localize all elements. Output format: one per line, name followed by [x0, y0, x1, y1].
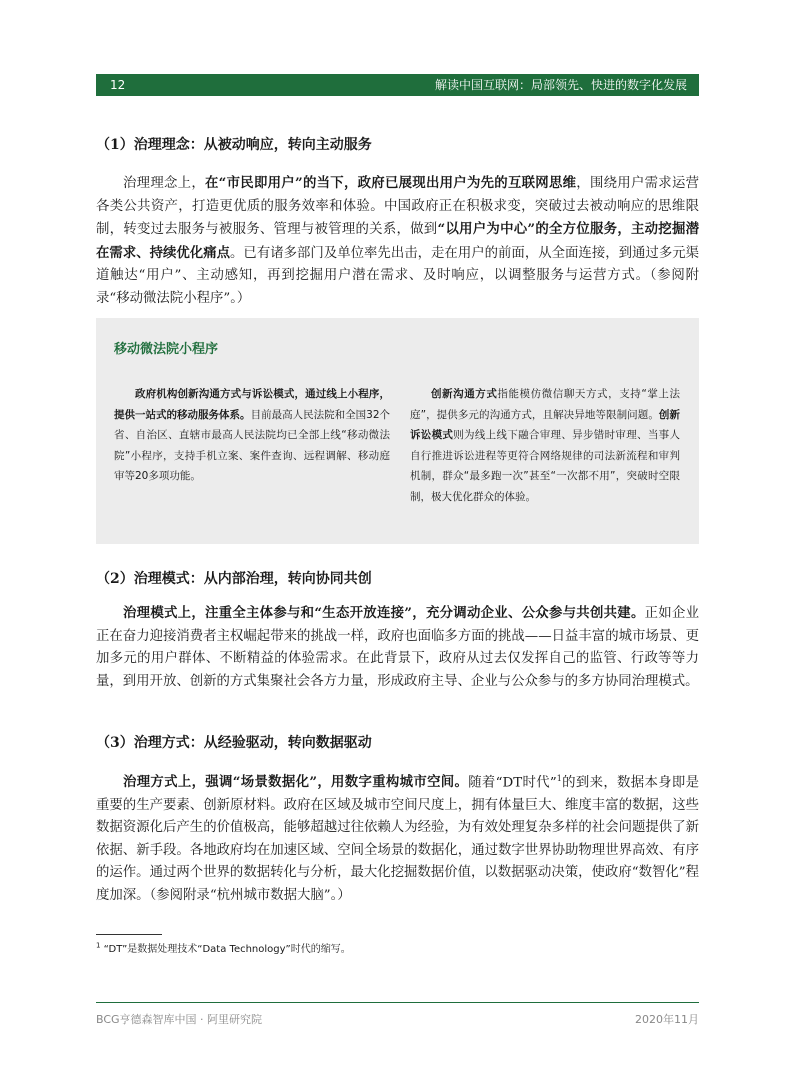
section3-heading: （3）治理方式：从经验驱动，转向数据驱动 [96, 735, 372, 751]
case-box-right-column: 创新沟通方式指能模仿微信聊天方式，支持“掌上法庭”，提供多元的沟通方式，且解决异地等限制问题。创新诉讼模式则为线上线下融合审理、异步错时审理、当事人自行推进诉讼进程等更符合网络规律的司法新流程和审判机制，群众“最多跑一次”甚至“一次都不用”，突破时空限制，极大优化群众的体验。 [410, 388, 680, 503]
section2-heading: （2）治理模式：从内部治理，转向协同共创 [96, 571, 372, 587]
footer-divider [96, 1002, 699, 1003]
section3-paragraph: 治理方式上，强调“场景数据化”，用数字重构城市空间。随着“DT时代”$^1$的到来，数据本身即是重要的生产要素、创新原材料。政府在区域及城市空间尺度上，拥有体量巨大、维度丰富的数据，这些数据资源化后产生的价值极高，能够超越过往依赖人为经验，为有效处理复杂多样的社会问题提供了新依据、新手段。各地政府均在加速区域、空间全场景的数据化，通过数字世界协助物理世界高效、有序的运作。通过两个世界的数据转化与分析，最大化挖掘数据价值，以数据驱动决策，使政府“数智化”程度加深。（参阅附录“杭州城市数据大脑”。） [96, 774, 700, 903]
section1-paragraph: 治理理念上，在“市民即用户”的当下，政府已展现出用户为先的互联网思维，围绕用户需求运营各类公共资产，打造更优质的服务效率和体验。中国政府正在积极求变，突破过去被动响应的思维限制，转变过去服务与被服务、管理与被管理的关系，做到“以用户为中心”的全方位服务，主动挖掘潜在需求、持续优化痛点。已有诸多部门及单位率先出击，走在用户的前面，从全面连接，到通过多元渠道触达“用户”、主动感知，再到挖掘用户潜在需求、及时响应，以调整服务与运营方式。（参阅附录“移动微法院小程序”。） [96, 175, 700, 306]
page-header [96, 74, 699, 96]
footnote-ref[interactable]: 1 [556, 774, 562, 783]
case-box [96, 318, 699, 544]
case-box-title: 移动微法院小程序 [114, 342, 219, 357]
footer-date: 2020年11月 [635, 1013, 699, 1026]
footnote: $^1$ “DT”是数据处理技术“Data Technology”时代的缩写。 [96, 941, 351, 955]
section1-heading: （1）治理理念：从被动响应，转向主动服务 [96, 137, 372, 153]
footer-publisher: BCG亨德森智库中国 · 阿里研究院 [96, 1013, 263, 1026]
case-box-left-column: 政府机构创新沟通方式与诉讼模式，通过线上小程序，提供一站式的移动服务体系。目前最高人民法院和全国32个省、自治区、直辖市最高人民法院均已全部上线“移动微法院”小程序，支持手机立案、案件查询、远程调解、移动庭审等20多项功能。 [114, 388, 390, 482]
section2-paragraph: 治理模式上，注重全主体参与和“生态开放连接”，充分调动企业、公众参与共创共建。正如企业正在奋力迎接消费者主权崛起带来的挑战一样，政府也面临多方面的挑战——日益丰富的城市场景、更加多元的用户群体、不断精益的体验需求。在此背景下，政府从过去仅发挥自己的监管、行政等等力量，到用开放、创新的方式集聚社会各方力量，形成政府主导、企业与公众参与的多方协同治理模式。 [96, 605, 699, 689]
header-title: 解读中国互联网：局部领先、快进的数字化发展 [434, 78, 687, 92]
page-number: 12 [110, 78, 126, 92]
footnote-divider [96, 934, 162, 935]
